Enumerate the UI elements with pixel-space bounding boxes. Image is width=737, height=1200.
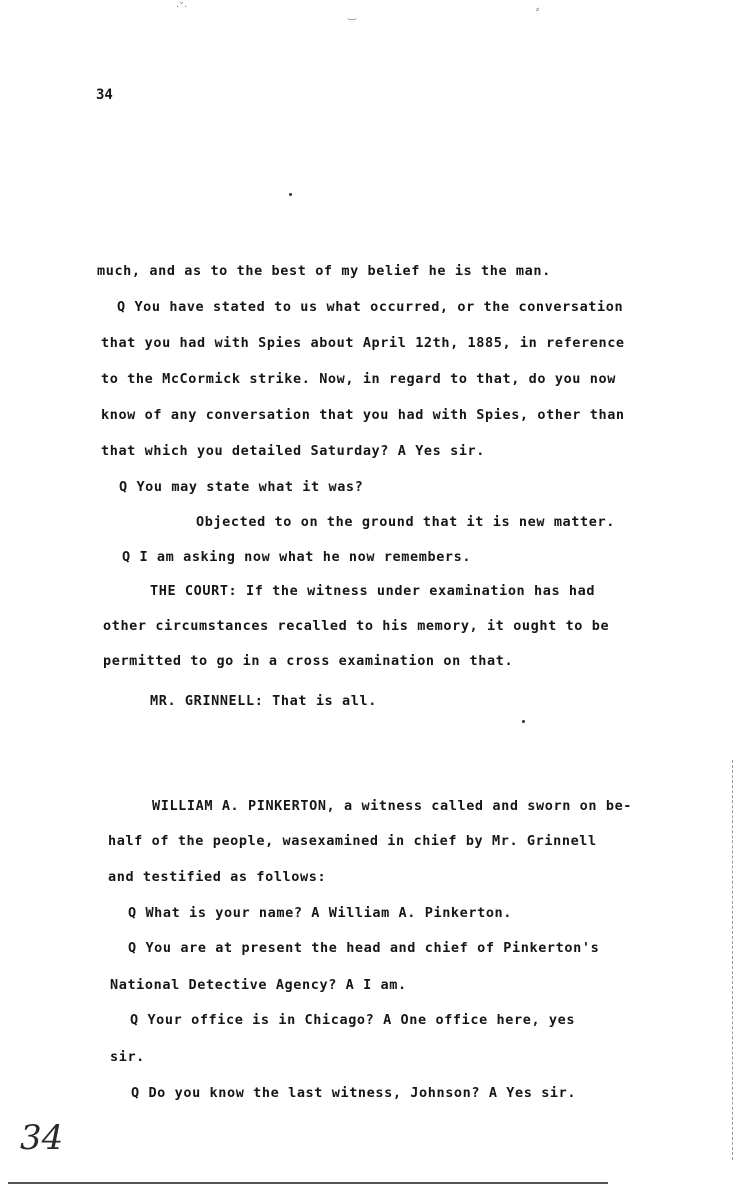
speck xyxy=(289,193,292,196)
witness-intro-line: and testified as follows: xyxy=(108,869,327,885)
counsel-statement: MR. GRINNELL: That is all. xyxy=(150,693,377,709)
right-edge-line xyxy=(732,760,733,1160)
testimony-line: that you had with Spies about April 12th, 1885, in reference xyxy=(101,335,625,351)
question-line: Q You are at present the head and chief of Pinkerton's xyxy=(128,940,600,956)
testimony-line: know of any conversation that you had with Spies, other than xyxy=(101,407,625,423)
question-line: Q You may state what it was? xyxy=(119,479,364,495)
objection-line: Objected to on the ground that it is new matter. xyxy=(196,514,615,530)
scan-artifact: ‿ xyxy=(348,10,357,21)
question-line: Q Your office is in Chicago? A One office here, yes xyxy=(130,1012,576,1028)
testimony-line: to the McCormick strike. Now, in regard to that, do you now xyxy=(101,371,616,387)
question-line: Q You have stated to us what occurred, or the conversation xyxy=(117,299,624,315)
testimony-line: sir. xyxy=(110,1049,145,1065)
question-line: Q I am asking now what he now remembers. xyxy=(122,549,472,565)
witness-intro-line: WILLIAM A. PINKERTON, a witness called and sworn on be- xyxy=(152,798,633,814)
testimony-line: National Detective Agency? A I am. xyxy=(110,977,407,993)
testimony-line: permitted to go in a cross examination on that. xyxy=(103,653,514,669)
scan-artifact: ⸗ xyxy=(536,4,540,15)
scan-artifact: ·ˇ· xyxy=(176,2,188,13)
testimony-line: much, and as to the best of my belief he is the man. xyxy=(97,263,551,279)
witness-intro-line: half of the people, wasexamined in chief by Mr. Grinnell xyxy=(108,833,597,849)
question-line: Q Do you know the last witness, Johnson? A Yes sir. xyxy=(131,1085,577,1101)
question-line: Q What is your name? A William A. Pinkerton. xyxy=(128,905,513,921)
speck xyxy=(522,720,525,723)
page-number: 34 xyxy=(96,87,113,103)
testimony-line: that which you detailed Saturday? A Yes sir. xyxy=(101,443,486,459)
handwritten-page-number: 34 xyxy=(20,1118,64,1158)
bottom-edge-line xyxy=(8,1182,608,1184)
court-statement: THE COURT: If the witness under examination has had xyxy=(150,583,596,599)
testimony-line: other circumstances recalled to his memory, it ought to be xyxy=(103,618,610,634)
